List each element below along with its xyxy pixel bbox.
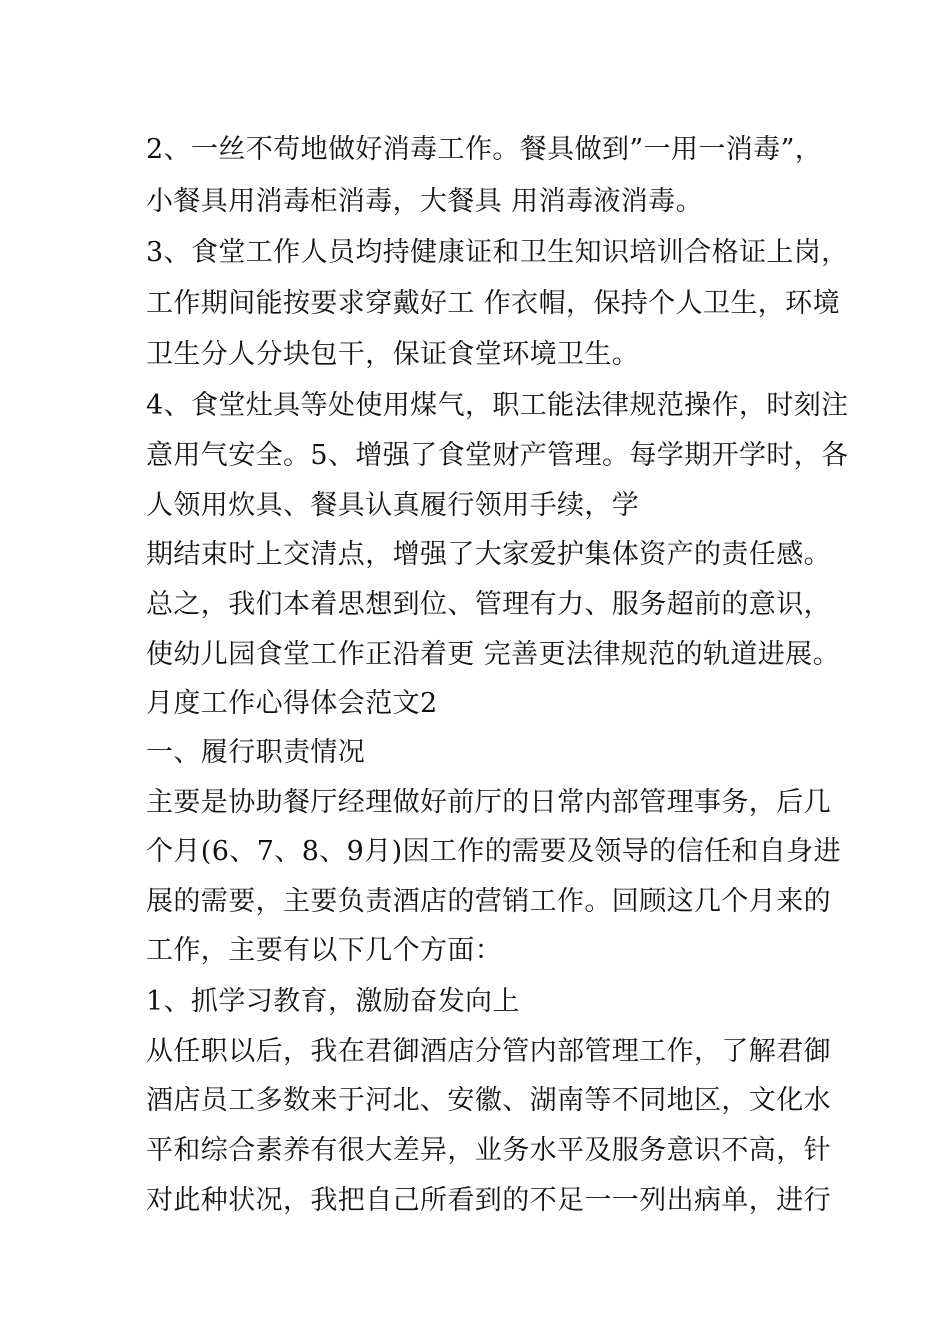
text-line: 卫生分人分块包干，保证食堂环境卫生。 [146, 339, 640, 370]
subheading: 1、抓学习教育，激励奋发向上 [146, 986, 520, 1017]
text-line: 工作，主要有以下几个方面： [146, 935, 503, 966]
text-line: 3、食堂工作人员均持健康证和卫生知识培训合格证上岗， [146, 237, 849, 268]
text-line: 展的需要，主要负责酒店的营销工作。回顾这几个月来的 [146, 886, 831, 917]
text-line: 酒店员工多数来于河北、安徽、湖南等不同地区，文化水 [146, 1085, 831, 1116]
text-line: 使幼儿园食堂工作正沿着更 完善更法律规范的轨道进展。 [146, 639, 840, 670]
text-line: 4、食堂灶具等处使用煤气，职工能法律规范操作，时刻注 [146, 390, 849, 421]
section-heading: 一、履行职责情况 [146, 737, 366, 768]
text-line: 从任职以后，我在君御酒店分管内部管理工作，了解君御 [146, 1036, 831, 1067]
text-line: 期结束时上交清点，增强了大家爱护集体资产的责任感。 [146, 539, 831, 570]
text-line: 2、一丝不苟地做好消毒工作。餐具做到”一用一消毒”， [146, 134, 823, 165]
text-line: 平和综合素养有很大差异，业务水平及服务意识不高，针 [146, 1135, 831, 1166]
text-line: 对此种状况，我把自己所看到的不足一一列出病单，进行 [146, 1185, 831, 1216]
text-line: 总之，我们本着思想到位、管理有力、服务超前的意识， [146, 589, 831, 620]
text-line: 个月(6、7、8、9月)因工作的需要及领导的信任和自身进 [146, 836, 841, 867]
text-line: 人领用炊具、餐具认真履行领用手续，学 [146, 490, 640, 521]
text-line: 工作期间能按要求穿戴好工 作衣帽，保持个人卫生，环境 [146, 288, 840, 319]
text-line: 意用气安全。5、增强了食堂财产管理。每学期开学时，各 [146, 440, 849, 471]
text-line: 小餐具用消毒柜消毒，大餐具 用消毒液消毒。 [146, 186, 703, 217]
text-line: 主要是协助餐厅经理做好前厅的日常内部管理事务，后几 [146, 787, 831, 818]
section-title: 月度工作心得体会范文2 [146, 688, 438, 719]
